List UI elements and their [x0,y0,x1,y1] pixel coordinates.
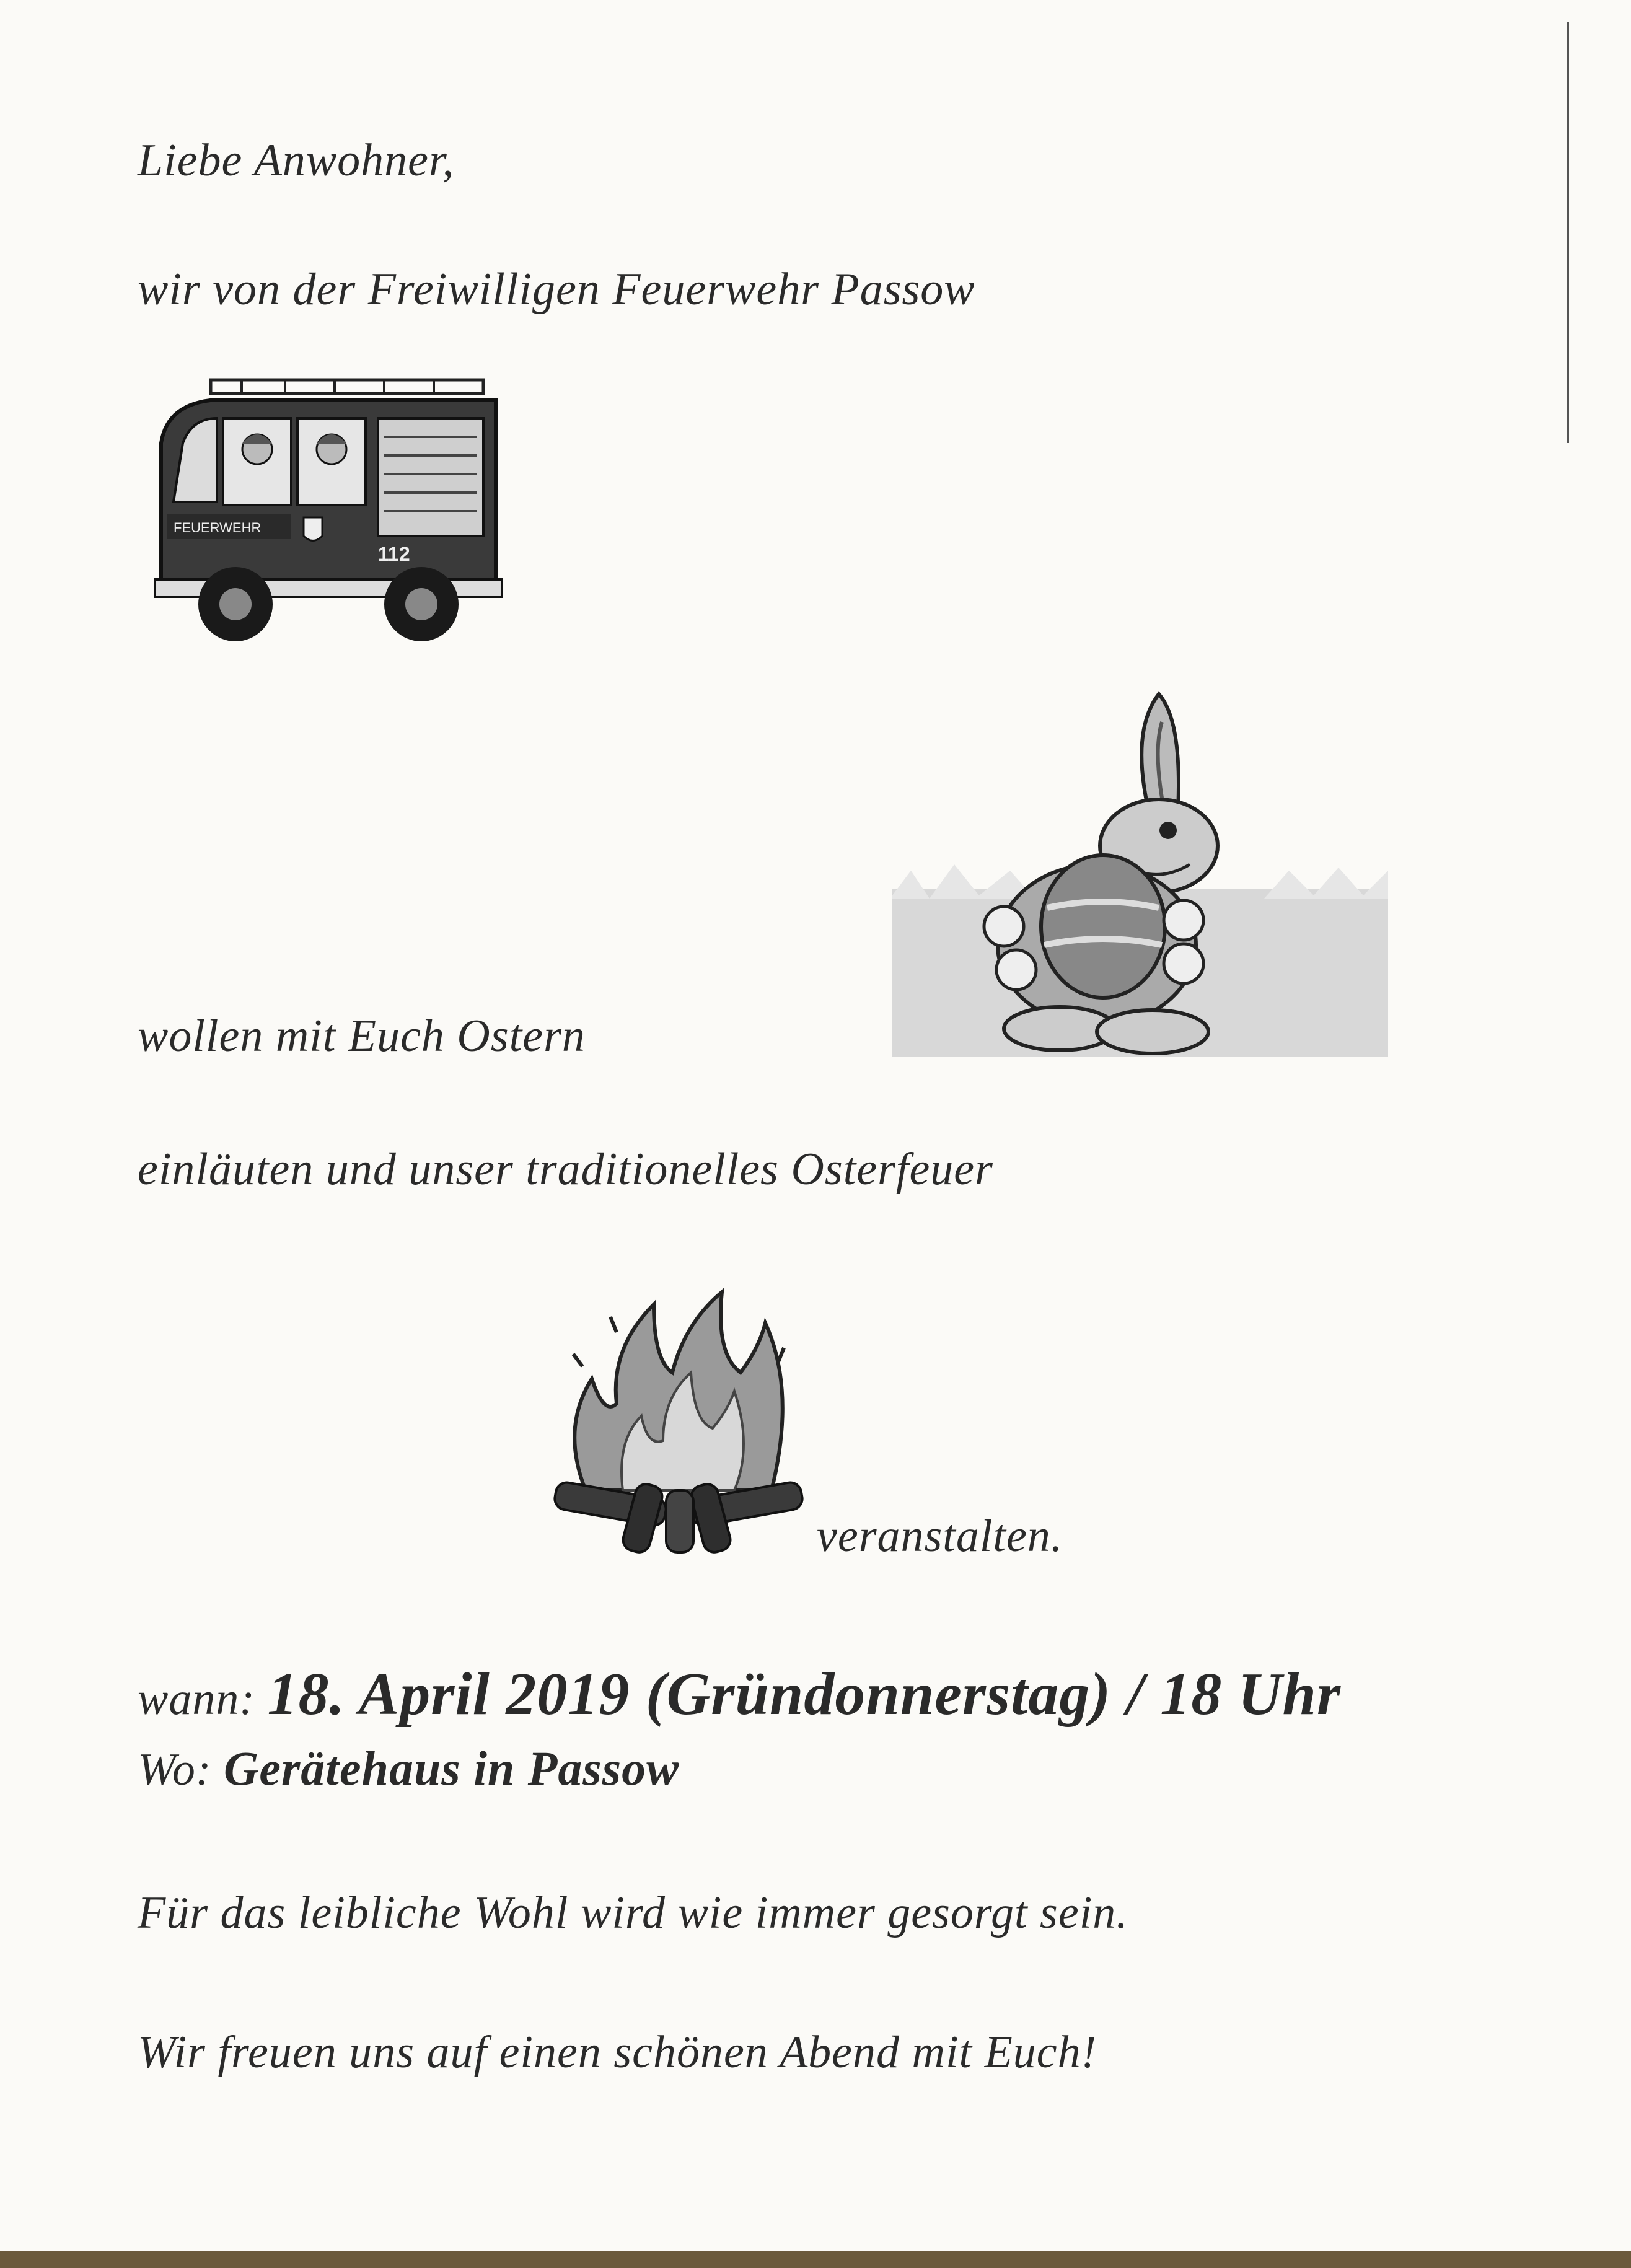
easter-bunny-icon [892,685,1388,1057]
easter-line: wollen mit Euch Ostern [138,1011,586,1061]
event-date: 18. April 2019 (Gründonnerstag) / 18 Uhr [267,1661,1342,1728]
food-line: Für das leibliche Wohl wird wie immer gesorgt sein. [138,1888,1128,1938]
event-date-row [138,1661,1342,1728]
truck-number: 112 [378,543,410,565]
greeting: Liebe Anwohner, [138,135,455,186]
where-label: Wo: [138,1744,212,1795]
table-surface [0,2251,1631,2268]
veranstalten-line: veranstalten. [817,1511,1063,1562]
fire-truck-icon [149,375,508,648]
paper-edge-line [1567,22,1569,443]
closing-line: Wir freuen uns auf einen schönen Abend mit Euch! [138,2027,1097,2078]
bonfire-icon [548,1280,809,1558]
when-label: wann: [138,1674,255,1725]
event-location: Gerätehaus in Passow [224,1741,680,1795]
bonfire-line: einläuten und unser traditionelles Osterfeuer [138,1144,993,1195]
truck-door-label: FEUERWEHR [174,520,262,535]
event-location-row [138,1741,680,1795]
intro-line: wir von der Freiwilligen Feuerwehr Passow [138,264,975,315]
